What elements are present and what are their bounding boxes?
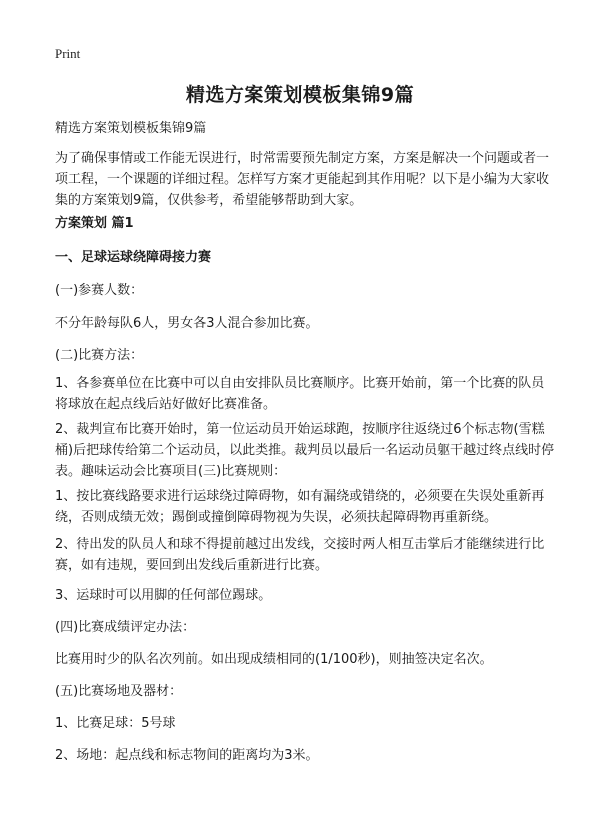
paragraph-venue-heading: (五)比赛场地及器材： (55, 684, 183, 699)
paragraph-rule-3: 3、运球时可以用脚的任何部位踢球。 (55, 588, 272, 603)
paragraph-scoring-heading: (四)比赛成绩评定办法： (55, 620, 196, 635)
print-label[interactable]: Print (55, 46, 81, 61)
paragraph-venue-field: 2、场地：起点线和标志物间的距离均为3米。 (55, 748, 319, 763)
paragraph-participants: 不分年龄每队6人，男女各3人混合参加比赛。 (55, 316, 319, 331)
paragraph-method-1: 1、各参赛单位在比赛中可以自由安排队员比赛顺序。比赛开始前，第一个比赛的队员将球放在起点线后站好做好比赛准备。 (55, 376, 545, 412)
paragraph-method-2: 2、裁判宣布比赛开始时，第一位运动员开始运球跑，按顺序往返绕过6个标志物(雪糕桶)后把球传给第二个运动员，以此类推。裁判员以最后一名运动员躯干越过终点线时停表。趣味运动会比赛项目(三)比赛规则： (55, 422, 555, 479)
paragraph-venue-ball: 1、比赛足球：5号球 (55, 716, 176, 731)
paragraph-scoring: 比赛用时少的队名次列前。如出现成绩相同的(1/100秒)，则抽签决定名次。 (55, 652, 493, 667)
paragraph-rule-2: 2、待出发的队员人和球不得提前越过出发线，交接时两人相互击掌后才能继续进行比赛，如有违规，要回到出发线后重新进行比赛。 (55, 537, 545, 573)
paragraph-method-heading: (二)比赛方法： (55, 348, 144, 363)
section-title: 方案策划 篇1 (55, 216, 134, 231)
document-subtitle: 精选方案策划模板集锦9篇 (55, 121, 207, 136)
intro-paragraph: 为了确保事情或工作能无误进行，时常需要预先制定方案，方案是解决一个问题或者一项工程，一个课题的详细过程。怎样写方案才更能起到其作用呢？以下是小编为大家收集的方案策划9篇，仅供参考，希望能够帮助到大家。 (55, 151, 550, 208)
paragraph-participants-heading: (一)参赛人数： (55, 283, 144, 298)
paragraph-rule-1: 1、按比赛线路要求进行运球绕过障碍物，如有漏绕或错绕的，必须要在失误处重新再绕，否则成绩无效；踢倒或撞倒障碍物视为失误，必须扶起障碍物再重新绕。 (55, 489, 545, 525)
sub-heading: 一、足球运球绕障碍接力赛 (55, 250, 212, 265)
document-title: 精选方案策划模板集锦9篇 (185, 84, 415, 106)
